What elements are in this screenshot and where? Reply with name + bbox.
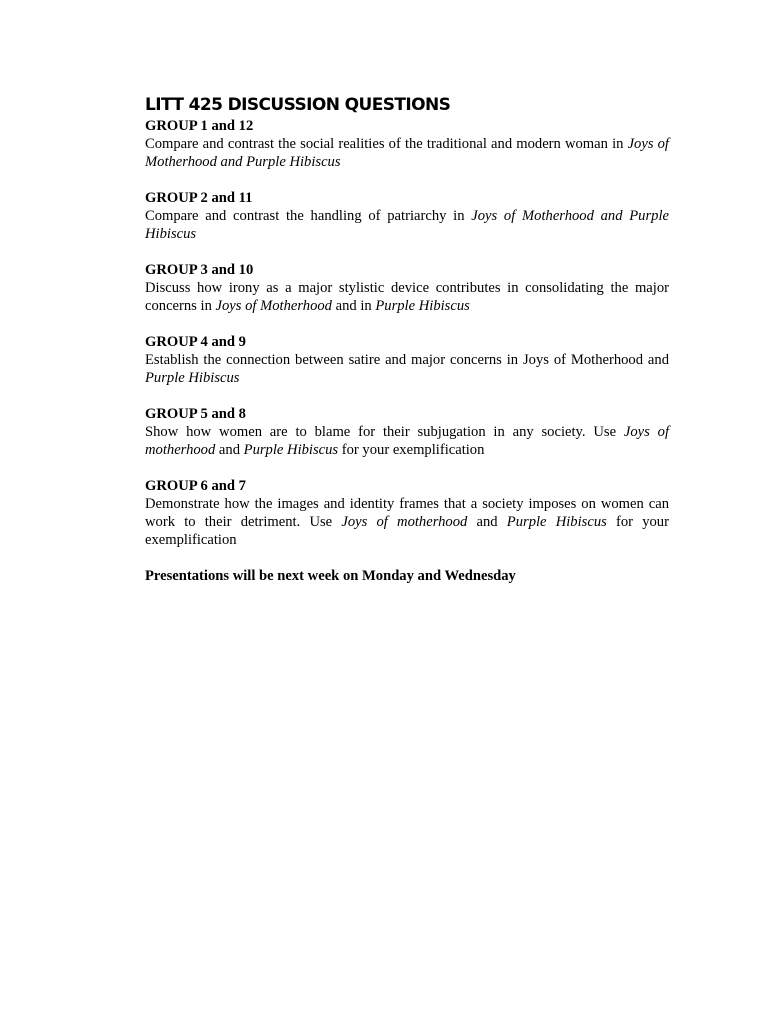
question-group [145,117,669,171]
group-heading: GROUP 1 and 12 [145,118,254,134]
question-group [145,333,669,387]
question-text: Show how women are to blame for their subjugation in any society. Use [145,424,624,440]
question-group [145,405,669,459]
group-heading: GROUP 2 and 11 [145,190,253,206]
book-title-text: Joys of Motherhood [215,298,332,314]
question-text: and [467,514,507,530]
book-title-text: Purple Hibiscus [506,514,607,530]
question-text: and [215,442,244,458]
discussion-question [145,423,669,459]
document-title: LITT 425 DISCUSSION QUESTIONS [145,95,451,115]
book-title-text: Purple Hibiscus [375,298,470,314]
group-heading: GROUP 4 and 9 [145,334,246,350]
presentation-note: Presentations will be next week on Monday and Wednesday [145,568,516,584]
discussion-question [145,135,669,171]
book-title-text: Joys of motherhood [145,424,669,458]
book-title-text: Purple Hibiscus [145,370,240,386]
discussion-question [145,279,669,315]
question-text: Compare and contrast the social realities of the traditional and modern woman in [145,136,628,152]
book-title-text: Joys of Motherhood and Purple Hibiscus [145,208,669,242]
book-title-text: Joys of Motherhood and Purple Hibiscus [145,136,669,170]
question-text: Establish the connection between satire and major concerns in Joys of Motherhood and [145,352,669,368]
question-text: Demonstrate how the images and identity frames that a society imposes on women can work to their detriment. Use [145,496,669,530]
question-group [145,261,669,315]
question-text: Discuss how irony as a major stylistic device contributes in consolidating the major concerns in [145,280,669,314]
group-heading: GROUP 6 and 7 [145,478,246,494]
question-groups [145,117,669,549]
book-title-text: Joys of motherhood [341,514,468,530]
discussion-question [145,207,669,243]
discussion-question [145,351,669,387]
group-heading: GROUP 5 and 8 [145,406,246,422]
question-text: and in [331,298,376,314]
document-page [145,93,669,585]
question-text: Compare and contrast the handling of patriarchy in [145,208,472,224]
question-group [145,189,669,243]
question-text: for your exemplification [338,442,485,458]
book-title-text: Purple Hibiscus [243,442,339,458]
question-group [145,477,669,549]
question-text: for your exemplification [145,514,669,548]
discussion-question [145,495,669,549]
group-heading: GROUP 3 and 10 [145,262,254,278]
